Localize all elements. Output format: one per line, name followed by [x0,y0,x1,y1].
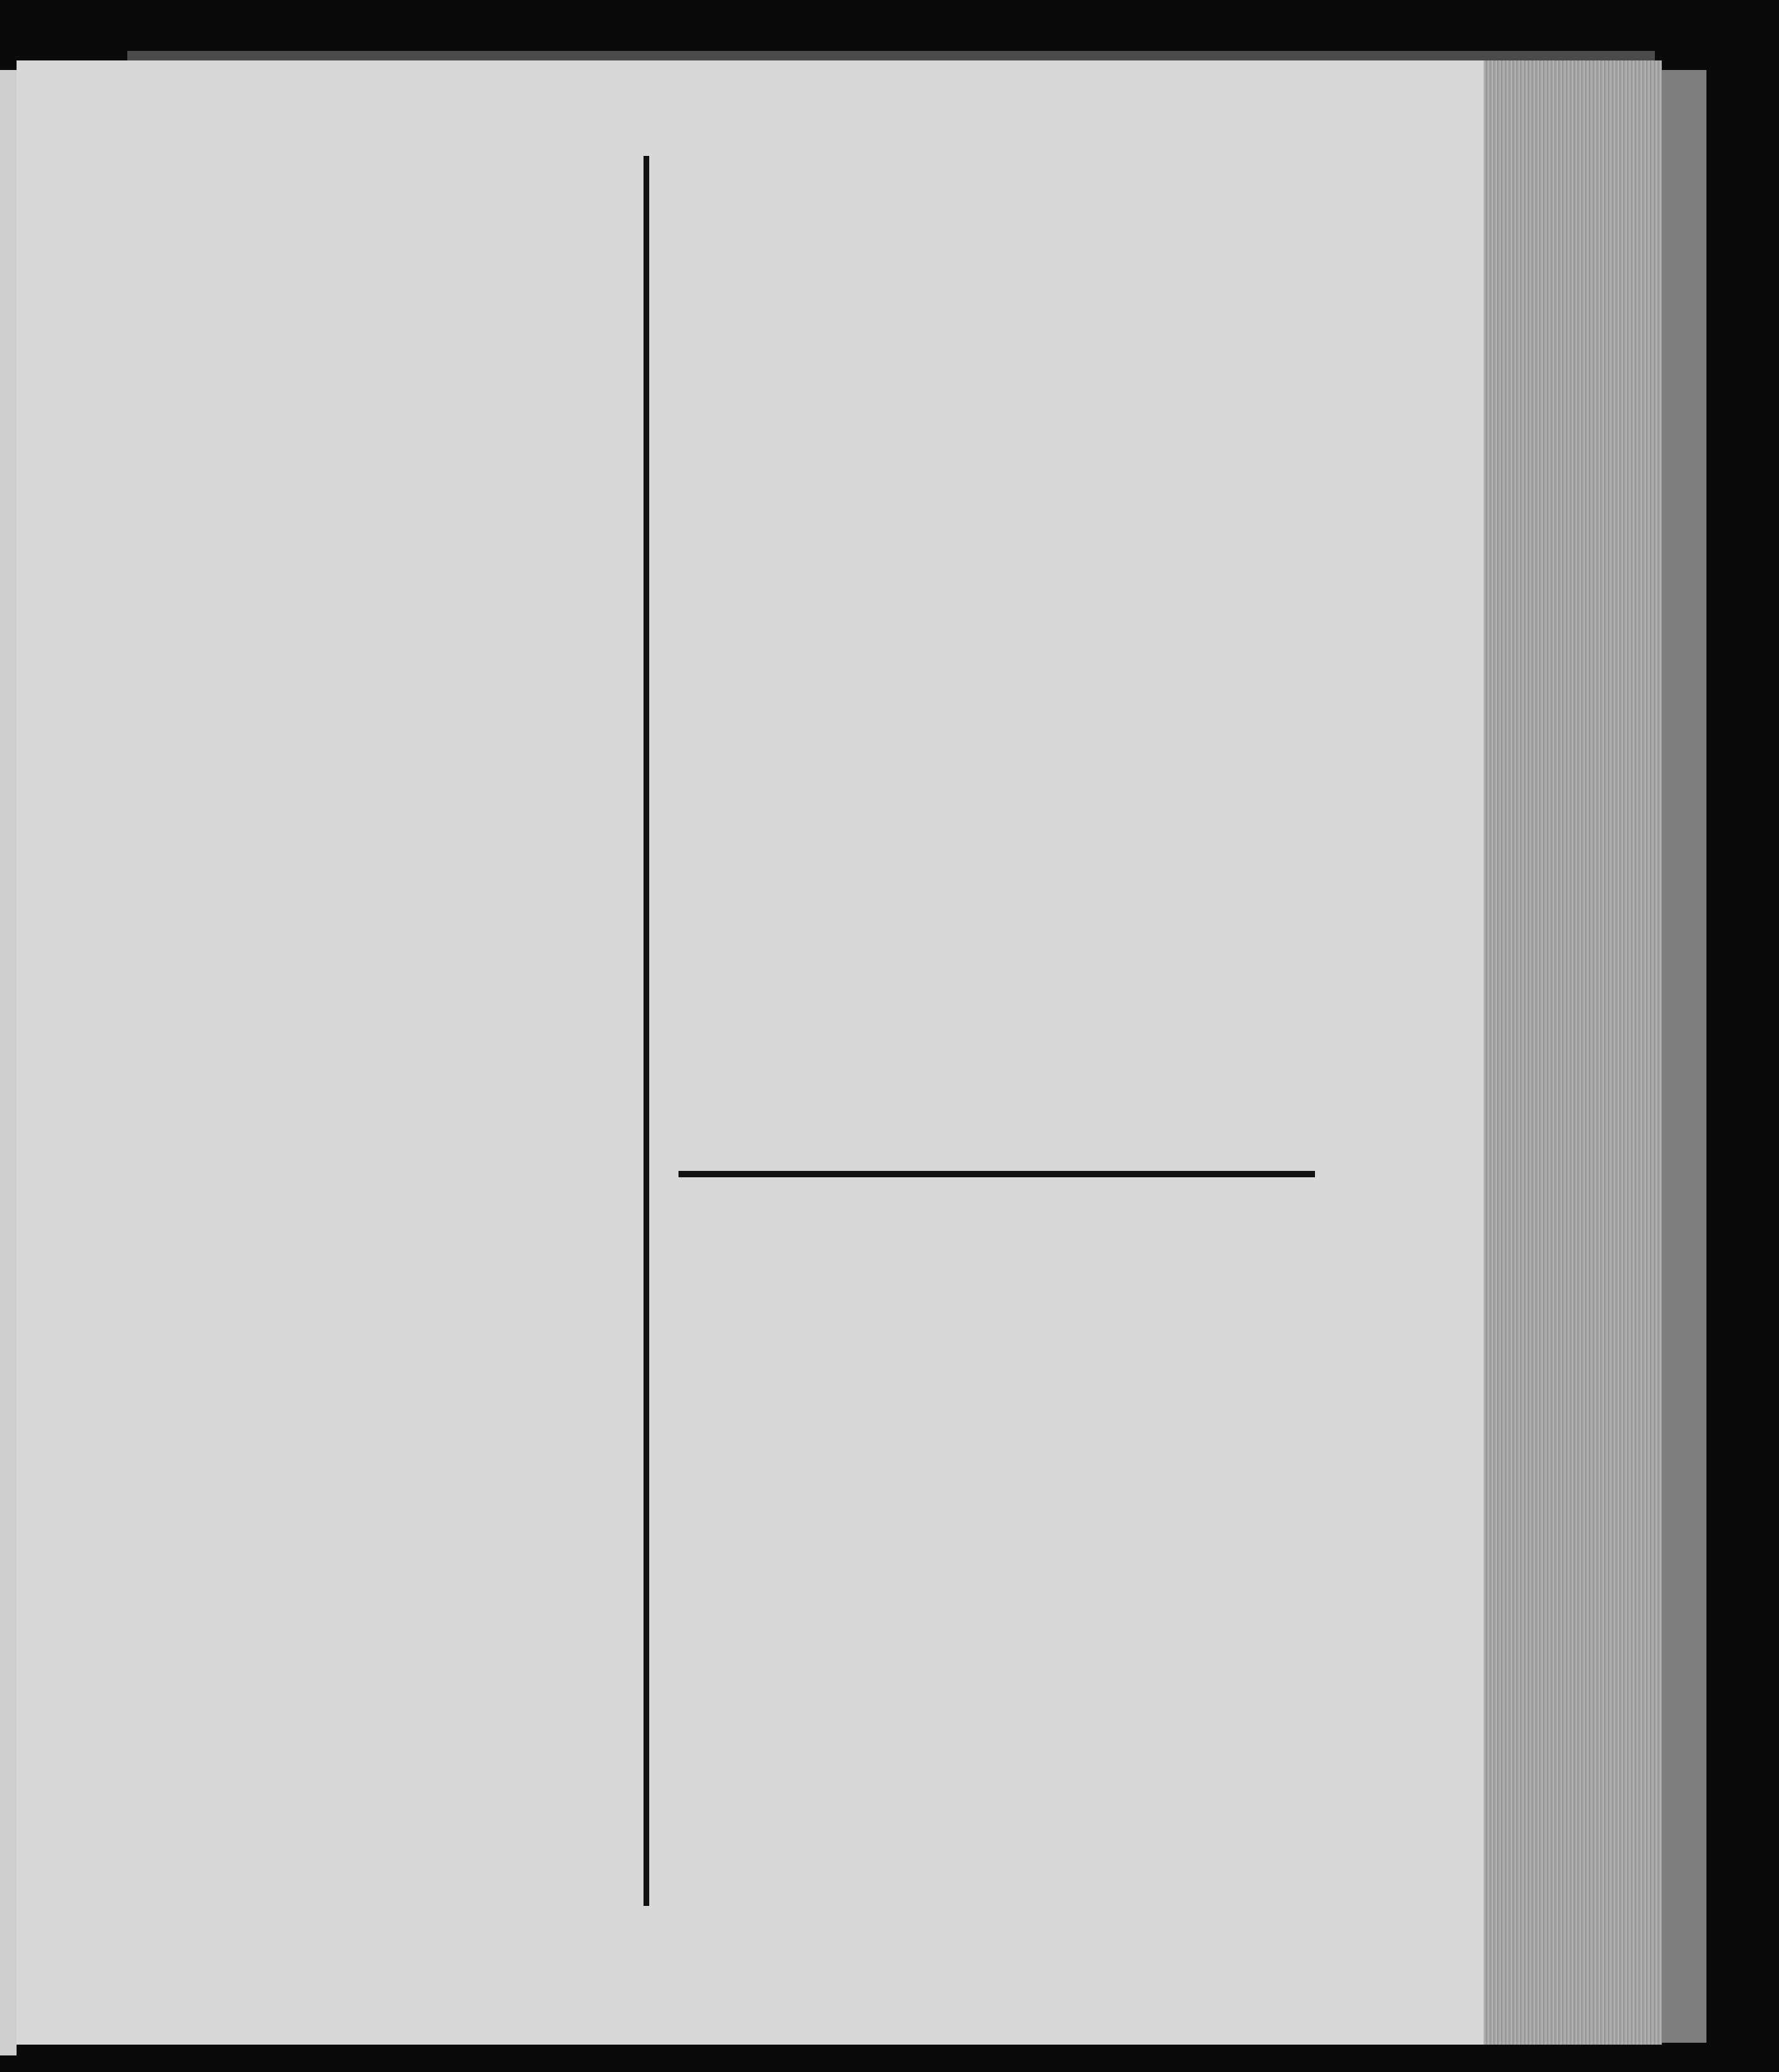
right-column-lines-after-heading-line [679,1513,1315,1542]
right-column-lines-line [679,168,1315,197]
facing-page-edge [0,70,17,2055]
right-column-lines-line [679,140,1315,169]
right-column-lines-after-heading-line [679,1768,1315,1797]
left-column-lines-line [23,168,621,197]
left-column-lines-line [23,1389,621,1417]
right-column-lines-line [679,339,1315,367]
right-column-lines-line [679,566,1315,594]
left-column-lines-line [23,1786,621,1814]
right-column-lines-after-heading-line [679,1428,1315,1457]
left-column-lines-line [23,1899,621,1928]
left-column-lines-line [23,1928,621,1956]
left-column-lines-line [23,1218,621,1247]
left-column-lines-line [23,1303,621,1332]
right-column-lines-line [679,367,1315,395]
right-column-lines-after-heading-line [679,1485,1315,1513]
right-column-lines-line [679,622,1315,651]
right-column-lines-line [679,934,1315,963]
left-column [23,111,621,1956]
left-column-lines-line [23,1672,621,1701]
right-column-lines-after-heading-line [679,1655,1315,1683]
left-column-lines-line [23,1757,621,1786]
right-column-lines-line [679,452,1315,480]
right-column-lines-line [679,1019,1315,1048]
left-column-lines-line [23,878,621,906]
left-column-lines-line [23,424,621,452]
right-column-lines-line [679,878,1315,906]
right-column-lines-line [679,650,1315,679]
right-column-lines-after-heading-line [679,1854,1315,1882]
right-column-lines-after-heading-line [679,1882,1315,1910]
left-column-lines-line [23,679,621,708]
left-column-lines-line [23,934,621,963]
right-column-lines-after-heading-line [679,1825,1315,1854]
right-column-lines-line [679,424,1315,452]
right-column-lines-line [679,594,1315,622]
book-cover-edge [1662,70,1706,2043]
section-heading [679,1191,1315,1229]
left-column-lines-line [23,1871,621,1900]
left-column-lines-line [23,1161,621,1190]
left-column-lines-line [23,1360,621,1389]
right-column-top [679,111,1315,1190]
right-column-lines-line [679,480,1315,509]
right-column-lines-after-heading-line [679,1598,1315,1627]
right-column-lines-after-heading-line [679,1570,1315,1599]
left-column-lines-line [23,1729,621,1758]
right-column-lines-line [679,225,1315,253]
left-column-lines-line [23,849,621,878]
left-column-lines-line [23,339,621,367]
left-column-lines-line [23,310,621,339]
right-column-lines-after-heading-line [679,1456,1315,1485]
left-column-lines-line [23,1247,621,1275]
right-column-lines-line [679,792,1315,821]
left-column-lines-line [23,1445,621,1474]
right-column-lines-line [679,282,1315,311]
right-column-lines-after-heading-line [679,1314,1315,1343]
right-column-lines-after-heading-line [679,1796,1315,1825]
left-column-lines-line [23,736,621,764]
left-column-lines-line [23,1502,621,1530]
right-column-lines-after-heading-line [679,1938,1315,1967]
left-column-lines-line [23,622,621,651]
left-column-lines-line [23,1700,621,1729]
right-column-lines-line [679,1161,1315,1190]
left-column-lines-line [23,282,621,311]
left-column-lines-line [23,508,621,537]
left-column-lines-line [23,253,621,282]
left-column-lines-line [23,1332,621,1361]
left-column-lines-line [23,764,621,793]
right-column-lines-line [679,253,1315,282]
right-column-lines-after-heading-line [679,1343,1315,1371]
right-column-lines-after-heading-line [679,1683,1315,1712]
right-column-lines-line [679,1105,1315,1133]
left-column-lines-line [23,480,621,509]
right-column-lines-line [679,849,1315,878]
right-column-lines-line [679,508,1315,537]
book-fore-edge [1484,60,1662,2045]
left-column-lines-line [23,197,621,225]
right-column-lines-after-heading-line [679,1257,1315,1286]
left-column-lines-line [23,1190,621,1219]
left-column-lines-line [23,367,621,395]
right-column-lines-line [679,991,1315,1019]
right-column-lines-line [679,111,1315,140]
right-column-lines-line [679,310,1315,339]
right-column-bottom [679,1229,1315,1967]
left-column-lines-line [23,140,621,169]
left-column-lines-line [23,395,621,424]
left-column-lines-line [23,1417,621,1445]
left-column-lines-line [23,650,621,679]
left-column-lines-line [23,1644,621,1672]
right-column-lines-line [679,1133,1315,1161]
left-column-lines-line [23,452,621,480]
left-column-lines-line [23,1842,621,1871]
column-divider [643,156,649,1906]
right-column-lines-line [679,764,1315,793]
left-column-lines-line [23,1474,621,1502]
left-column-lines-line [23,963,621,991]
left-column-lines-line [23,1133,621,1161]
left-column-lines-line [23,1615,621,1644]
left-column-lines-line [23,566,621,594]
left-column-lines-line [23,991,621,1019]
right-column [679,111,1315,1967]
left-column-lines-line [23,537,621,566]
left-column-lines-line [23,1076,621,1105]
right-column-lines-line [679,906,1315,935]
right-column-lines-after-heading-line [679,1371,1315,1400]
left-column-lines-line [23,111,621,140]
left-column-lines-line [23,1105,621,1133]
right-column-lines-after-heading-line [679,1910,1315,1939]
right-column-lines-line [679,821,1315,850]
left-column-lines-line [23,225,621,253]
right-column-lines-after-heading-line [679,1541,1315,1570]
left-column-lines-line [23,792,621,821]
right-column-lines-line [679,707,1315,736]
right-column-lines-after-heading-line [679,1229,1315,1258]
right-column-lines-line [679,395,1315,424]
right-column-lines-line [679,679,1315,708]
right-column-lines-line [679,963,1315,991]
left-column-lines-line [23,1814,621,1843]
right-column-lines-line [679,736,1315,764]
left-column-lines-line [23,594,621,622]
left-column-lines-line [23,1275,621,1303]
right-column-lines-line [679,1048,1315,1077]
left-column-lines-line [23,1530,621,1559]
right-column-lines-after-heading-line [679,1286,1315,1315]
right-column-lines-line [679,537,1315,566]
left-column-lines-line [23,1587,621,1616]
right-column-lines-after-heading-line [679,1627,1315,1655]
left-column-lines-line [23,707,621,736]
left-column-lines-line [23,1019,621,1048]
left-column-lines-line [23,821,621,850]
right-column-lines-after-heading-line [679,1712,1315,1740]
right-column-lines-after-heading-line [679,1399,1315,1428]
scanned-page [17,60,1484,2045]
right-column-lines-line [679,1076,1315,1105]
right-column-lines-line [679,197,1315,225]
right-column-lines-after-heading-line [679,1740,1315,1768]
left-column-lines-line [23,906,621,935]
left-column-lines-line [23,1558,621,1587]
left-column-lines-line [23,1048,621,1077]
